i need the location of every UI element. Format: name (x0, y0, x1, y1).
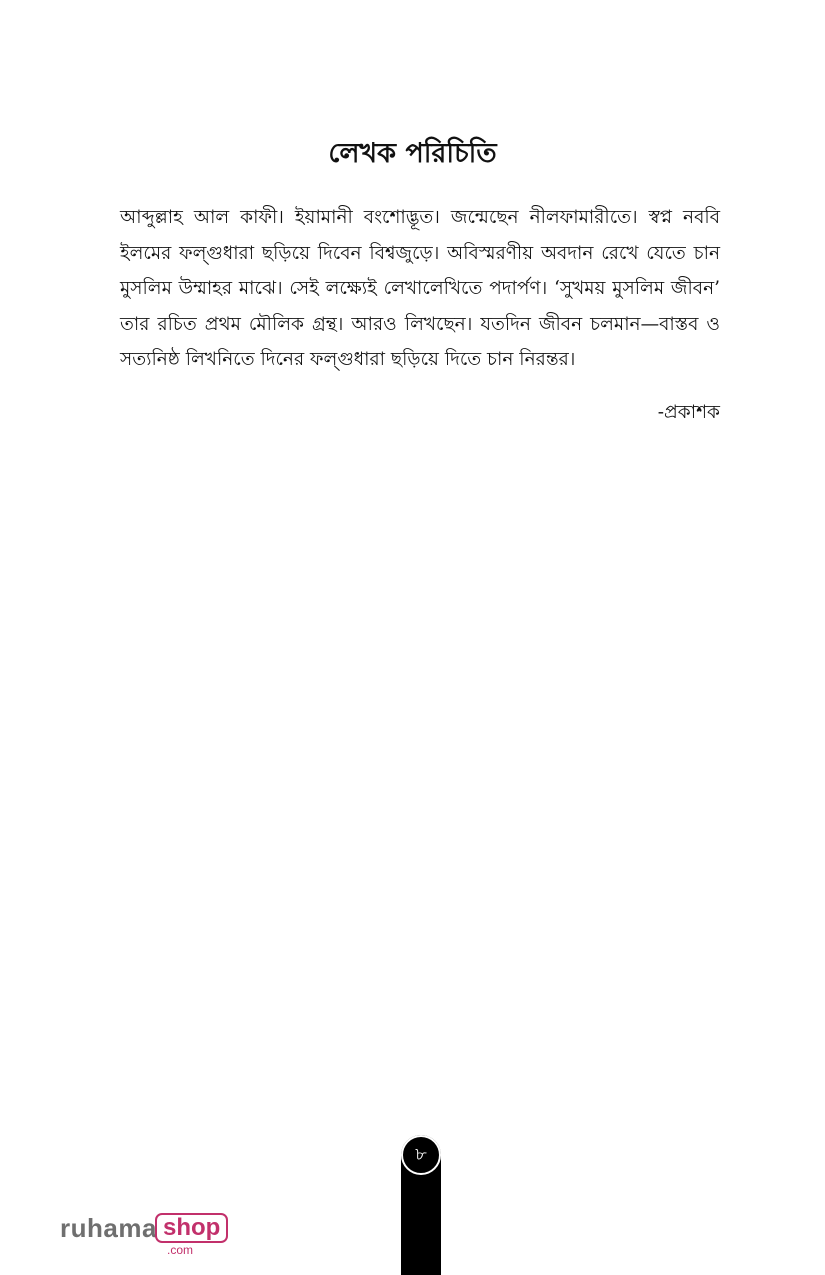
page-number: ৮ (401, 1135, 441, 1175)
ruhamashop-logo (60, 1212, 230, 1260)
logo-text-ruhama: ruhama (60, 1213, 157, 1243)
logo-text-shop: shop (155, 1213, 228, 1243)
page-title: লেখক পরিচিতি (328, 138, 497, 169)
author-bio-paragraph: আব্দুল্লাহ আল কাফী। ইয়ামানী বংশোদ্ভূত। জন্মেছেন নীলফামারীতে। স্বপ্ন নববি ইলমের ফল্গুধারা ছড়িয়ে দিবেন বিশ্বজুড়ে। অবিস্মরণীয় অবদান রেখে যেতে চান মুসলিম উম্মাহর মাঝে। সেই লক্ষ্যেই লেখালেখিতে পদার্পণ। ‘সুখময় মুসলিম জীবন’ তার রচিত প্রথম মৌলিক গ্রন্থ। আরও লিখছেন। যতদিন জীবন চলমান—বাস্তব ও সত্যনিষ্ঠ লিখনিতে দিনের ফল্গুধারা ছড়িয়ে দিতে চান নিরন্তর। (120, 207, 720, 370)
logo-text-domain: .com (167, 1243, 194, 1257)
publisher-signature: -প্রকাশক (657, 402, 720, 423)
